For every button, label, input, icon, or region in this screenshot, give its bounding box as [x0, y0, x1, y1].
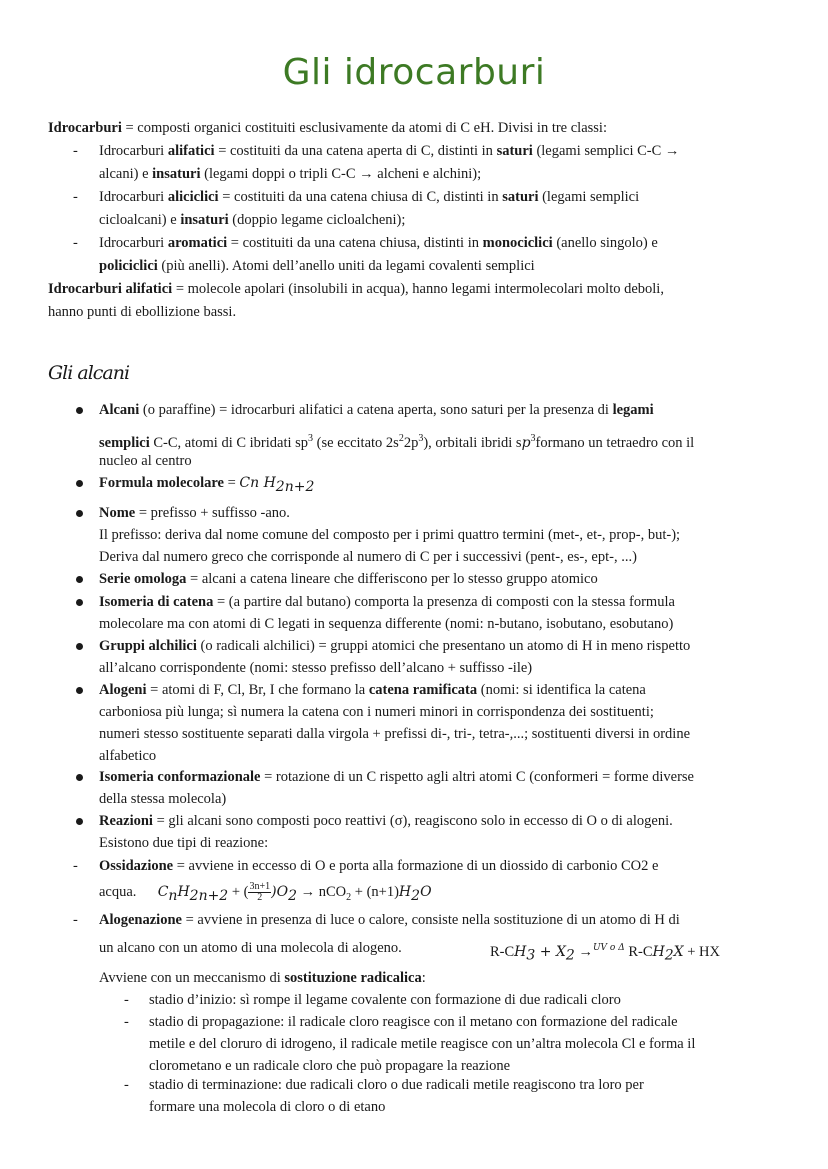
text: (anello singolo) e — [552, 235, 658, 251]
dash-marker: - — [124, 1014, 129, 1030]
alkanes-def-line1 — [99, 400, 654, 420]
molecular-formula — [99, 473, 314, 497]
class-aromatic-line1 — [99, 233, 658, 253]
stage-propagation-line1: stadio di propagazione: il radicale cloro reagisce con il metano con formazione del radicale — [149, 1014, 678, 1030]
subscript: 2 — [288, 887, 297, 904]
name-line3: Deriva dal numero greco che corrisponde al numero di C per i successivi (pent-, es-, ept-, ...) — [99, 549, 637, 565]
subscript: 2 — [565, 947, 575, 964]
text: Idrocarburi — [99, 235, 168, 251]
text: = composti organici costituiti esclusivamente da atomi di C eH. Divisi in tre classi: — [121, 120, 607, 136]
term: insaturi — [180, 212, 229, 228]
aliphatic-properties-line1 — [48, 279, 664, 299]
text: ), orbitali ibridi s — [423, 434, 522, 451]
bullet-icon — [76, 576, 83, 583]
formula: H — [652, 943, 665, 960]
text: : — [421, 970, 426, 986]
conformational-isomerism-line1 — [99, 767, 694, 787]
halogenation-equation — [490, 938, 720, 966]
section-title: Gli alcani — [48, 362, 130, 384]
stage-termination-line2: formare una molecola di cloro o di etano — [149, 1099, 386, 1115]
class-aromatic-line2 — [99, 256, 535, 276]
subscript: 2n+2 — [275, 478, 315, 495]
reactions-line1 — [99, 811, 673, 831]
formula: X — [673, 943, 684, 960]
superscript: 2 — [398, 433, 404, 444]
term: Formula molecolare — [99, 475, 224, 491]
dash-marker: - — [73, 189, 78, 205]
term: Alogenazione — [99, 912, 182, 928]
text: R-C — [624, 943, 653, 960]
text: Idrocarburi — [99, 189, 168, 205]
text: (se eccitato 2s — [313, 434, 399, 451]
bullet-icon — [76, 687, 83, 694]
stage-initiation: stadio d’inizio: sì rompe il legame covalente con formazione di due radicali cloro — [149, 992, 621, 1008]
text: = costituiti da una catena chiusa, distinti in — [227, 235, 483, 251]
bullet-icon — [76, 407, 83, 414]
term: policiclici — [99, 258, 158, 274]
term: aromatici — [167, 235, 228, 251]
text: = avviene in eccesso di O e porta alla formazione di un diossido di carbonio CO2 e — [173, 858, 659, 874]
text: = molecole apolari (insolubili in acqua), hanno legami intermolecolari molto deboli, — [172, 281, 664, 297]
halogens-line2: carboniosa più lunga; sì numera la catena con i numeri minori in corrispondenza dei sostituenti; — [99, 704, 654, 720]
superscript: 3 — [530, 433, 536, 444]
stage-propagation-line2: metile e del cloruro di idrogeno, il radicale metile reagisce con un’altra molecola Cl e forma il — [149, 1036, 696, 1052]
term: Gruppi alchilici — [99, 638, 197, 654]
term: legami — [612, 402, 654, 418]
term: Nome — [99, 505, 136, 521]
text: (legami doppi o tripli C-C → alcheni e alchini); — [200, 166, 482, 182]
stage-termination-line1: stadio di terminazione: due radicali cloro o due radicali metile reagiscono tra loro per — [149, 1077, 644, 1093]
text: Avviene con un meccanismo di — [99, 970, 285, 986]
subscript: 2 — [411, 887, 421, 904]
term: saturi — [496, 143, 533, 159]
superscript: 3 — [308, 433, 314, 444]
aliphatic-properties-line2: hanno punti di ebollizione bassi. — [48, 304, 237, 320]
dash-marker: - — [73, 235, 78, 251]
text: + (n+1) — [351, 884, 399, 900]
oxidation-line1 — [99, 856, 658, 876]
subscript: 2 — [346, 891, 352, 903]
alkyl-groups-line2: all’alcano corrispondente (nomi: stesso prefisso dell’alcano + suffisso -ile) — [99, 660, 533, 676]
class-aliphatic-line2 — [99, 164, 481, 184]
mechanism-intro — [99, 968, 426, 988]
term: Isomeria di catena — [99, 594, 214, 610]
bullet-icon — [76, 480, 83, 487]
subscript: 2n+2 — [189, 887, 229, 904]
term: Idrocarburi alifatici — [48, 281, 173, 297]
oxidation-equation — [99, 880, 432, 910]
formula: H — [177, 884, 190, 900]
numerator: 3n+1 — [249, 881, 271, 893]
text: acqua. — [99, 884, 137, 900]
dash-marker: - — [73, 912, 78, 928]
bullet-icon — [76, 818, 83, 825]
text: + ( — [228, 884, 249, 900]
text: = — [223, 475, 240, 491]
term: saturi — [502, 189, 539, 205]
text: R-C — [490, 943, 515, 960]
text: (legami semplici — [538, 189, 640, 205]
subscript: n — [168, 887, 178, 904]
text: (o paraffine) = idrocarburi alifatici a catena aperta, sono saturi per la presenza di — [139, 402, 613, 418]
term: aliciclici — [167, 189, 219, 205]
text: C-C, atomi di C ibridati sp — [149, 434, 309, 451]
term: Isomeria conformazionale — [99, 769, 261, 785]
class-aliphatic-line1 — [99, 141, 679, 161]
term: Reazioni — [99, 813, 153, 829]
text: = rotazione di un C rispetto agli altri atomi C (conformeri = forme diverse — [260, 769, 694, 785]
term: semplici — [99, 434, 150, 451]
class-alicyclic-line1 — [99, 187, 639, 207]
halogens-line1 — [99, 680, 646, 700]
text: = (a partire dal butano) comporta la presenza di composti con la stessa formula — [213, 594, 675, 610]
formula: H — [398, 884, 412, 900]
reaction-condition: UV o Δ — [592, 943, 625, 953]
text: = costituiti da una catena aperta di C, distinti in — [214, 143, 497, 159]
reactions-line2: Esistono due tipi di reazione: — [99, 835, 269, 851]
text: + HX — [683, 943, 720, 960]
text: (più anelli). Atomi dell’anello uniti da legami covalenti semplici — [157, 258, 535, 274]
text: = alcani a catena lineare che differiscono per lo stesso gruppo atomico — [186, 571, 598, 587]
halogens-line3: numeri stesso sostituente separati dalla virgola + prefissi di-, tri-, tetra-,...; sostituenti diversi in ordine — [99, 726, 691, 742]
text: Idrocarburi — [99, 143, 168, 159]
text: = gli alcani sono composti poco reattivi (σ), reagiscono solo in eccesso di O o di alogeni. — [152, 813, 673, 829]
denominator: 2 — [257, 892, 263, 904]
text: alcani) e — [99, 166, 153, 182]
alkyl-groups-line1 — [99, 636, 690, 656]
term: alifatici — [167, 143, 215, 159]
text: = costituiti da una catena chiusa di C, distinti in — [218, 189, 503, 205]
name-line2: Il prefisso: deriva dal nome comune del composto per i primi quattro termini (met-, et-, prop-, but-); — [99, 527, 681, 543]
fraction — [248, 882, 271, 903]
formula: )O — [271, 884, 289, 900]
text: → nCO — [297, 884, 347, 900]
dash-marker: - — [124, 1077, 129, 1093]
term: Alogeni — [99, 682, 147, 698]
text: = prefisso + suffisso -ano. — [135, 505, 290, 521]
alkanes-def-line2 — [99, 429, 694, 453]
term: monociclici — [482, 235, 553, 251]
bullet-icon — [76, 599, 83, 606]
formula: C — [157, 884, 169, 900]
text: 2p — [403, 434, 419, 451]
class-alicyclic-line2 — [99, 210, 405, 230]
bullet-icon — [76, 510, 83, 517]
term: catena ramificata — [368, 682, 478, 698]
formula: + X — [535, 943, 566, 960]
superscript: 3 — [418, 433, 424, 444]
subscript: 3 — [526, 947, 536, 964]
chain-isomerism-line1 — [99, 592, 675, 612]
text: formano un tetraedro con il — [535, 434, 695, 451]
halogenation-line2: un alcano con un atomo di una molecola di alogeno. — [99, 940, 402, 956]
halogenation-line1 — [99, 910, 680, 930]
bullet-icon — [76, 774, 83, 781]
subscript: 2 — [664, 947, 674, 964]
conformational-isomerism-line2: della stessa molecola) — [99, 791, 227, 807]
halogens-line4: alfabetico — [99, 748, 157, 764]
chain-isomerism-line2: molecolare ma con atomi di C legati in sequenza differente (nomi: n-butano, isobutano, esobutano) — [99, 616, 674, 632]
term: insaturi — [152, 166, 201, 182]
text: (legami semplici C-C → — [532, 143, 680, 159]
text: (o radicali alchilici) = gruppi atomici che presentano un atomo di H in meno rispetto — [196, 638, 691, 654]
text: cicloalcani) e — [99, 212, 181, 228]
homologous-series — [99, 569, 598, 589]
term: Alcani — [99, 402, 140, 418]
dash-marker: - — [73, 143, 78, 159]
name-line1 — [99, 503, 290, 523]
text: = atomi di F, Cl, Br, I che formano la — [146, 682, 369, 698]
dash-marker: - — [124, 992, 129, 1008]
formula: Cn H — [239, 475, 276, 491]
term: Idrocarburi — [48, 120, 122, 136]
text: = avviene in presenza di luce o calore, consiste nella sostituzione di un atomo di H di — [181, 912, 680, 928]
dash-marker: - — [73, 858, 78, 874]
math-p: p — [521, 434, 531, 451]
term: Ossidazione — [99, 858, 174, 874]
intro-definition — [48, 118, 607, 138]
formula: H — [514, 943, 527, 960]
formula: O — [420, 884, 432, 900]
text: (doppio legame cicloalcheni); — [228, 212, 406, 228]
term: sostituzione radicalica — [284, 970, 422, 986]
term: Serie omologa — [99, 571, 187, 587]
arrow: → — [574, 943, 593, 960]
page-title: Gli idrocarburi — [282, 52, 546, 93]
alkanes-def-line3: nucleo al centro — [99, 453, 192, 469]
bullet-icon — [76, 643, 83, 650]
text: (nomi: si identifica la catena — [477, 682, 646, 698]
stage-propagation-line3: clorometano e un radicale cloro che può propagare la reazione — [149, 1058, 511, 1074]
